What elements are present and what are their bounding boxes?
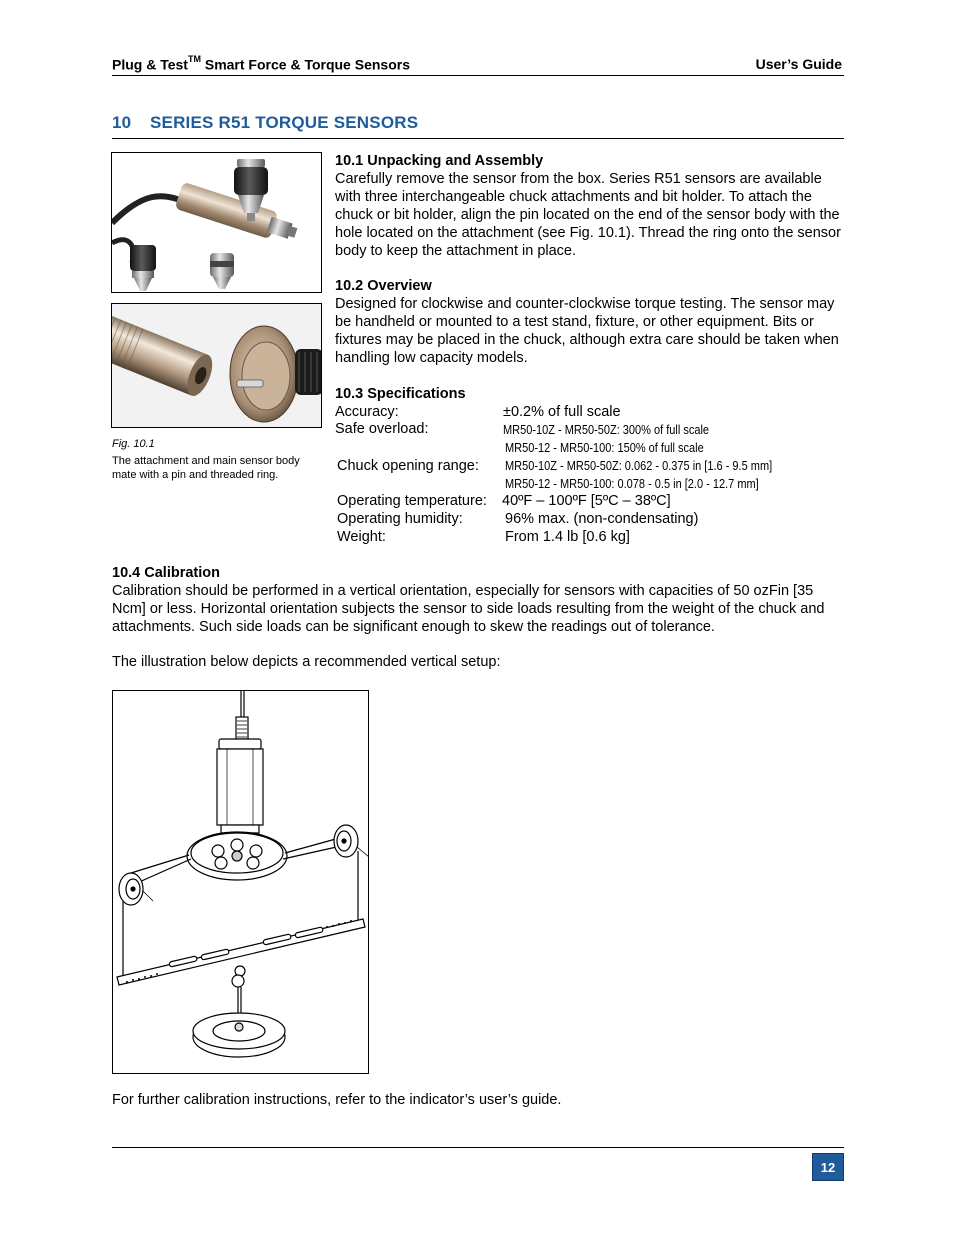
figure-label: Fig. 10.1 xyxy=(112,438,155,450)
subsection-heading: 10.4 Calibration xyxy=(112,565,220,581)
page-number-badge: 12 xyxy=(812,1153,844,1181)
spec-value-overload-2: MR50-12 - MR50-100: 150% of full scale xyxy=(505,441,704,455)
section-10-3-heading xyxy=(335,385,847,403)
spec-label-chuck: Chuck opening range: xyxy=(337,458,479,474)
spec-value-accuracy: ±0.2% of full scale xyxy=(503,404,621,420)
section-10-4 xyxy=(112,564,847,636)
section-title-text: SERIES R51 TORQUE SENSORS xyxy=(150,113,419,132)
trademark-mark: TM xyxy=(187,54,201,64)
spec-label-temperature: Operating temperature: xyxy=(337,493,487,509)
sensor-and-chucks-photo xyxy=(111,152,322,293)
spec-label-weight: Weight: xyxy=(337,529,386,545)
document-header-title xyxy=(112,56,410,73)
section-divider xyxy=(112,138,844,139)
subsection-heading: 10.3 Specifications xyxy=(335,386,466,402)
spec-label-overload: Safe overload: xyxy=(335,421,429,437)
subsection-heading: 10.1 Unpacking and Assembly xyxy=(335,153,544,169)
vertical-calibration-setup-diagram xyxy=(112,690,369,1074)
spec-value-chuck-1: MR50-10Z - MR50-50Z: 0.062 - 0.375 in [1.6 - 9.5 mm] xyxy=(505,459,773,473)
spec-label-humidity: Operating humidity: xyxy=(337,511,463,527)
header-divider xyxy=(112,75,844,76)
spec-value-chuck-2: MR50-12 - MR50-100: 0.078 - 0.5 in [2.0 - 12.7 mm] xyxy=(505,477,759,491)
spec-label-accuracy: Accuracy: xyxy=(335,404,399,420)
spec-value-overload-1: MR50-10Z - MR50-50Z: 300% of full scale xyxy=(503,423,710,437)
spec-value-temperature: 40ºF – 100ºF [5ºC – 38ºC] xyxy=(502,493,671,509)
attachment-mating-photo xyxy=(111,303,322,428)
header-title-suffix: Smart Force & Torque Sensors xyxy=(200,56,410,73)
further-instructions: For further calibration instructions, refer to the indicator’s user’s guide. xyxy=(112,1092,562,1108)
paragraph: Carefully remove the sensor from the box. Series R51 sensors are available with three interchangeable chuck attachments and bit holder. To attach the chuck or bit holder, align the pin located on the end of the sensor body with the hole located on the attachment (see Fig. 10.1). Thread the ring onto the sensor body to keep the attachment in place. xyxy=(335,171,841,259)
section-number: 10 xyxy=(112,113,132,132)
spec-value-humidity: 96% max. (non-condensating) xyxy=(505,511,699,527)
illustration-intro: The illustration below depicts a recommended vertical setup: xyxy=(112,654,501,670)
figure-caption: The attachment and main sensor body mate with a pin and threaded ring. xyxy=(112,455,300,481)
document-header-guide: User’s Guide xyxy=(755,56,842,72)
paragraph: Designed for clockwise and counter-clockwise torque testing. The sensor may be handheld or mounted to a test stand, fixture, or other equipment. Bits or fixtures may be placed in the chuck, although extra care should be taken when handling low capacity models. xyxy=(335,296,839,366)
section-title xyxy=(112,113,418,133)
section-10-2 xyxy=(335,277,847,367)
spec-value-weight: From 1.4 lb [0.6 kg] xyxy=(505,529,630,545)
subsection-heading: 10.2 Overview xyxy=(335,278,432,294)
header-title-prefix: Plug & Test xyxy=(112,56,188,73)
footer-divider xyxy=(112,1147,844,1148)
section-10-1 xyxy=(335,152,847,260)
paragraph: Calibration should be performed in a vertical orientation, especially for sensors with capacities of 50 ozFin [35 Ncm] or less. Horizontal orientation subjects the sensor to side loads resulting from the weight of the chuck and attachments. Such side loads can be significant enough to skew the readings out of tolerance. xyxy=(112,583,825,635)
